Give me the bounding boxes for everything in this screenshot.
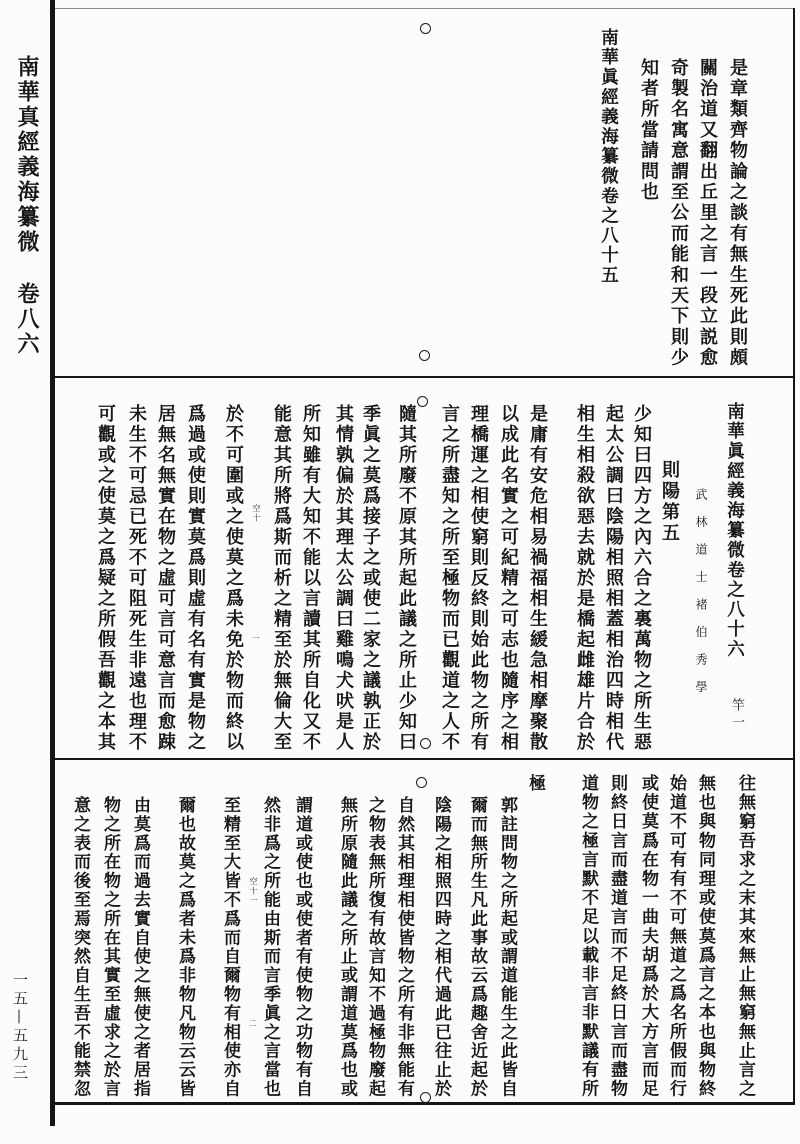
fold-mark-circle xyxy=(420,1092,431,1103)
commentary-column: 意之表而後至焉突然自生吾不能禁忽 xyxy=(70,796,90,1099)
text-column: 道物之極言默不足以載非言非默議有所 xyxy=(578,774,598,1099)
interlinear-note: 空十一 xyxy=(249,877,258,906)
text-column: 起太公調曰陰陽相照相蓋相治四時相代 xyxy=(603,404,624,753)
text-column: 未生不可忌已死不可阻死生非遠也理不 xyxy=(126,404,147,753)
text-column: 隨其所廢不原其所起此議之所止少知曰 xyxy=(396,404,417,753)
text-column: 奇製名寓意謂至公而能和天下則少 xyxy=(668,58,689,369)
chapter-title: 則陽第五 xyxy=(659,460,680,544)
text-column: 能意其所將爲斯而析之精至於無倫大至 xyxy=(271,404,292,753)
interlinear-note: 二 xyxy=(248,1019,257,1029)
commentary-column: 物之所在物之所在其實至虛求之於言 xyxy=(100,796,120,1099)
commentary-column: 然非爲之所能由斯而言季眞之言當也 xyxy=(260,796,280,1099)
text-column: 言之所盡知之所至極物而已觀道之人不 xyxy=(439,404,460,753)
text-column: 可觀或之使莫之爲疑之所假吾觀之本其 xyxy=(95,404,116,753)
page-number: 一五—五九三 xyxy=(11,972,29,1083)
commentary-column: 爾也故莫之爲者未爲非物凡物云云皆 xyxy=(175,796,195,1099)
left-margin-bar xyxy=(50,0,55,1126)
text-column: 無也與物同理或使莫爲言之本也與物終 xyxy=(695,774,715,1099)
section-divider xyxy=(53,376,795,378)
text-column: 始道不可有有不可無道之爲名所假而行 xyxy=(666,774,686,1099)
book-title: 南華眞經義海纂微卷之八十六 xyxy=(724,402,745,660)
text-column: 居無名無實在物之虛可言可意言而愈踈 xyxy=(155,404,176,753)
fascicle-mark: 竿一 xyxy=(729,698,744,732)
commentary-column: 自然其相理相使皆物之所有非無能有 xyxy=(394,796,414,1099)
text-column: 往無窮吾求之末其來無止無窮無止言之 xyxy=(735,774,755,1099)
commentary-column: 郭註問物之所起或謂道能生之此皆自 xyxy=(497,796,517,1099)
text-column: 其情孰偏於其理太公調曰雞鳴犬吠是人 xyxy=(333,404,354,753)
fold-mark-circle xyxy=(420,738,431,749)
top-border xyxy=(55,8,795,9)
interlinear-note: 一 xyxy=(251,634,260,644)
commentary-column: 由莫爲而過去實自使之無使之者居指 xyxy=(130,796,150,1099)
text-column: 或使莫爲在物一曲夫胡爲於大方言而足 xyxy=(638,774,658,1099)
text-column: 關治道又翻出丘里之言一段立説愈 xyxy=(697,58,718,369)
text-column: 是章類齊物論之談有無生死此則頗 xyxy=(727,58,748,369)
text-column: 是庸有安危相易禍福相生緩急相摩聚散 xyxy=(527,404,548,753)
fold-mark-circle xyxy=(420,23,431,34)
text-column: 則終日言而盡道言而不足終日言而盡物 xyxy=(607,774,627,1099)
text-column: 相生相殺欲惡去就於是橋起雌雄片合於 xyxy=(574,404,595,753)
right-border xyxy=(793,8,795,1104)
text-column: 季眞之莫爲接子之或使二家之議孰正於 xyxy=(360,404,381,753)
interlinear-note: 空十 xyxy=(252,504,261,523)
commentary-column: 至精至大皆不爲而自爾物有相使亦自 xyxy=(220,796,240,1099)
text-column: 以成此名實之可紀精之可志也隨序之相 xyxy=(498,404,519,753)
commentary-column: 爾而無所生凡此事故云爲趣舍近起於 xyxy=(467,796,487,1099)
commentary-column: 陰陽之相照四時之相代過此已往止於 xyxy=(431,796,451,1099)
commentary-column: 無所原隨此議之所止或謂道莫爲也或 xyxy=(337,796,357,1099)
text-column: 爲過或使則實莫爲則虛有名有實是物之 xyxy=(185,404,206,753)
text-column: 少知曰四方之內六合之裏萬物之所生惡 xyxy=(631,404,652,753)
text-column: 所知雖有大知不能以言讀其所自化又不 xyxy=(300,404,321,753)
margin-volume-label: 卷八六 xyxy=(14,282,40,357)
attribution: 武林道士褚伯秀學 xyxy=(694,488,708,708)
text-column: 極 xyxy=(525,774,545,794)
commentary-column: 謂道或使也或使者有使物之功物有自 xyxy=(292,796,312,1099)
margin-title: 南華真經義海纂微 xyxy=(14,55,40,255)
text-column: 知者所當請問也 xyxy=(638,58,659,203)
section-divider xyxy=(53,758,795,760)
fold-mark-circle xyxy=(419,350,430,361)
text-column: 於不可圍或之使莫之爲未免於物而終以 xyxy=(223,404,244,753)
commentary-column: 之物表無所復有故言知不過極物廢起 xyxy=(365,796,385,1099)
closing-title: 南華眞經義海纂微卷之八十五 xyxy=(598,28,619,286)
fold-mark-circle xyxy=(416,777,427,788)
text-column: 理橋運之相使窮則反終則始此物之所有 xyxy=(468,404,489,753)
fold-mark-circle xyxy=(417,396,428,407)
